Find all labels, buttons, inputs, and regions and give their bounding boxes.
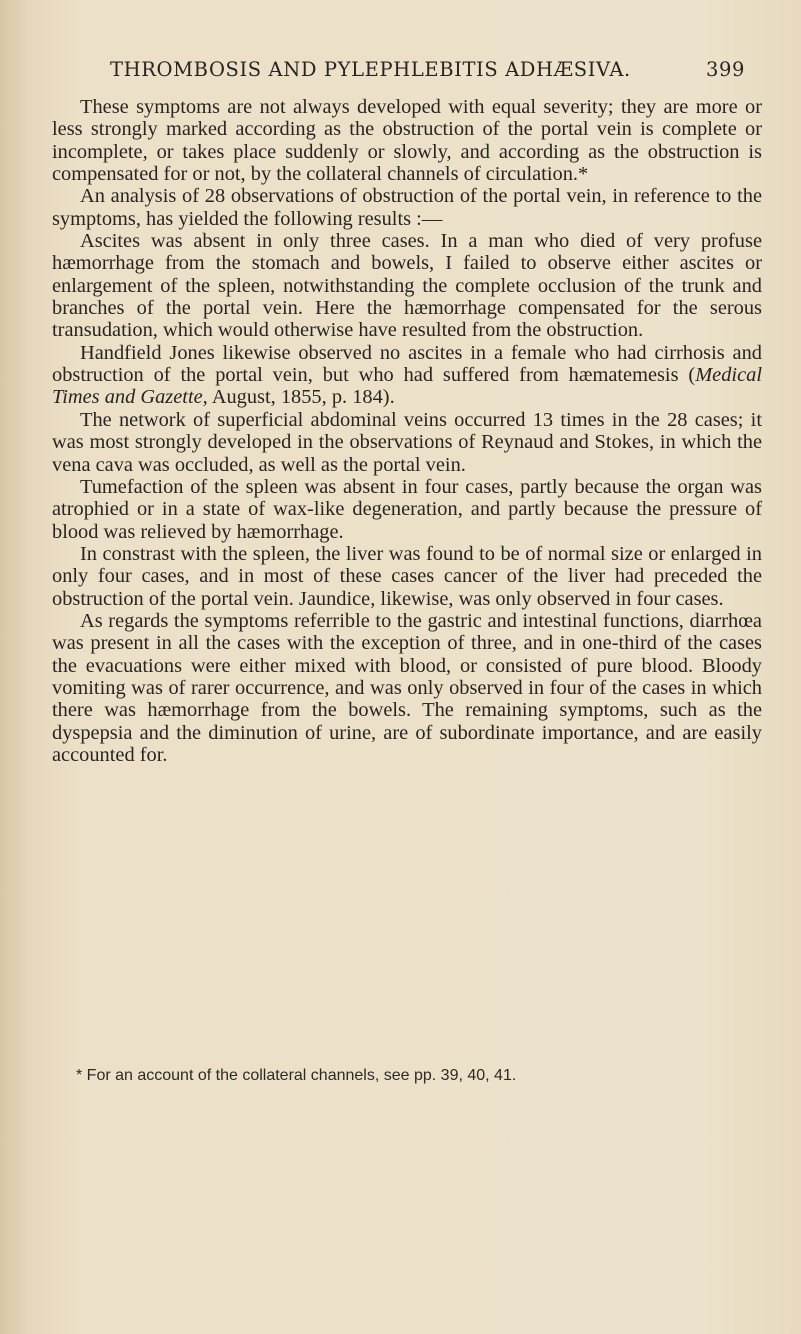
paragraph-text: August, 1855, p. 184). xyxy=(207,386,395,409)
paragraph: As regards the symptoms referrible to the gastric and intestinal functions, diarrhœa was present in all the cases with the exception of three, and in one-third of the cases the evacuations were either mixed with blood, or consisted of pure blood. Bloody vomiting was of rarer occurrence, and was only observed in four of the cases in which there was hæmorrhage from the bowels. The remaining symptoms, such as the dyspepsia and the diminution of urine, are of subordinate importance, and are easily accounted for. xyxy=(52,609,762,766)
paragraph: In constrast with the spleen, the liver was found to be of normal size or enlarged in only four cases, and in most of these cases cancer of the liver had preceded the obstruction of the portal vein. Jaundice, likewise, was only observed in four cases. xyxy=(52,542,762,610)
footnote: * For an account of the collateral channels, see pp. 39, 40, 41. xyxy=(76,1067,517,1084)
paragraph-text: Handfield Jones likewise observed no ascites in a female who had cirrhosis and obstruction of the portal vein, but who had suffered from hæmatemesis ( xyxy=(52,341,762,387)
paragraph: An analysis of 28 observations of obstruction of the portal vein, in reference to the symptoms, has yielded the following results :— xyxy=(52,185,762,230)
journal-citation: Medical Times and Gazette, xyxy=(52,364,762,409)
running-title: THROMBOSIS AND PYLEPHLEBITIS ADHÆSIVA. xyxy=(110,58,631,81)
paragraph: The network of superficial abdominal veins occurred 13 times in the 28 cases; it was most strongly developed in the observations of Reynaud and Stokes, in which the vena cava was occluded, as well as the portal vein. xyxy=(52,408,762,476)
page-number: 399 xyxy=(706,58,746,81)
body-text xyxy=(52,96,762,766)
paragraph: Ascites was absent in only three cases. In a man who died of very profuse hæmorrhage from the stomach and bowels, I failed to observe either ascites or enlargement of the spleen, notwithstanding the complete occlusion of the trunk and branches of the portal vein. Here the hæmorrhage compensated for the serous transudation, which would otherwise have resulted from the obstruction. xyxy=(52,230,762,342)
paragraph: Tumefaction of the spleen was absent in four cases, partly because the organ was atrophied or in a state of wax-like degeneration, and partly because the pressure of blood was relieved by hæmorrhage. xyxy=(52,475,762,543)
paragraph: These symptoms are not always developed with equal severity; they are more or less strongly marked according as the obstruction of the portal vein is complete or incomplete, or takes place suddenly or slowly, and according as the obstruction is compensated for or not, by the collateral channels of circulation.* xyxy=(52,96,762,186)
paragraph xyxy=(52,342,762,409)
